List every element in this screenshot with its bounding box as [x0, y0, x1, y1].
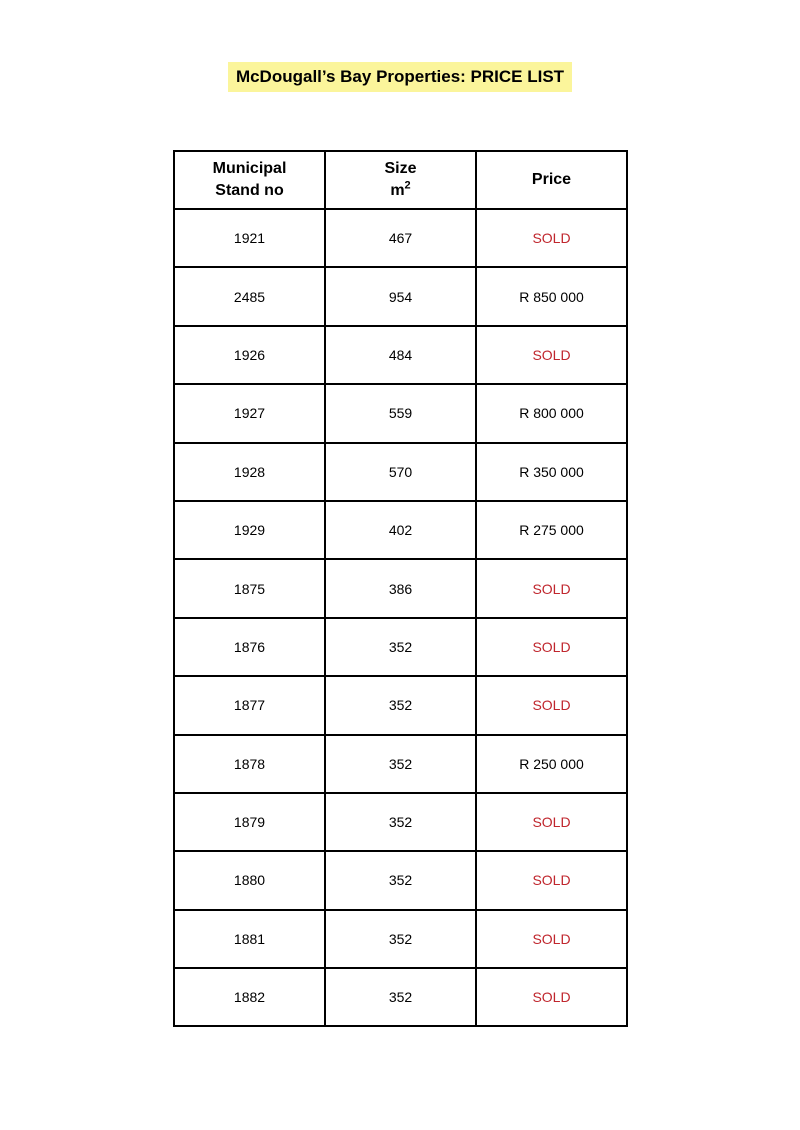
header-stand-line1: Municipal: [212, 160, 287, 177]
cell-size: 352: [325, 793, 476, 851]
cell-size: 352: [325, 968, 476, 1026]
cell-size: 484: [325, 326, 476, 384]
cell-price: R 350 000: [476, 443, 627, 501]
header-size-unit-sup: 2: [404, 179, 411, 192]
cell-size: 352: [325, 618, 476, 676]
header-row: [174, 151, 627, 209]
table-header: [174, 151, 627, 209]
cell-price: SOLD: [476, 618, 627, 676]
cell-stand: 1875: [174, 559, 325, 617]
page-title: McDougall’s Bay Properties: PRICE LIST: [228, 62, 572, 92]
cell-stand: 1879: [174, 793, 325, 851]
table-row: [174, 618, 627, 676]
table-row: [174, 735, 627, 793]
table-row: [174, 501, 627, 559]
header-price-label: Price: [531, 171, 572, 188]
table-row: [174, 910, 627, 968]
cell-price: SOLD: [476, 559, 627, 617]
cell-stand: 2485: [174, 267, 325, 325]
cell-price: R 800 000: [476, 384, 627, 442]
cell-size: 352: [325, 851, 476, 909]
cell-size: 402: [325, 501, 476, 559]
cell-price: R 850 000: [476, 267, 627, 325]
cell-stand: 1927: [174, 384, 325, 442]
header-stand-line2: Stand no: [215, 182, 284, 199]
cell-price: SOLD: [476, 851, 627, 909]
table-row: [174, 793, 627, 851]
cell-price: SOLD: [476, 676, 627, 734]
table-row: [174, 326, 627, 384]
cell-stand: 1926: [174, 326, 325, 384]
cell-price: R 275 000: [476, 501, 627, 559]
cell-stand: 1928: [174, 443, 325, 501]
table-row: [174, 209, 627, 267]
price-table: [173, 150, 628, 1027]
header-price: [476, 151, 627, 209]
cell-price: SOLD: [476, 793, 627, 851]
cell-price: SOLD: [476, 209, 627, 267]
table-row: [174, 443, 627, 501]
table-row: [174, 968, 627, 1026]
cell-stand: 1878: [174, 735, 325, 793]
cell-size: 570: [325, 443, 476, 501]
cell-stand: 1877: [174, 676, 325, 734]
cell-size: 467: [325, 209, 476, 267]
cell-size: 386: [325, 559, 476, 617]
cell-price: SOLD: [476, 910, 627, 968]
cell-size: 559: [325, 384, 476, 442]
cell-price: SOLD: [476, 326, 627, 384]
cell-size: 352: [325, 735, 476, 793]
header-size: [325, 151, 476, 209]
cell-stand: 1882: [174, 968, 325, 1026]
title-container: [0, 62, 800, 92]
cell-size: 954: [325, 267, 476, 325]
cell-size: 352: [325, 676, 476, 734]
header-stand-no: [174, 151, 325, 209]
cell-stand: 1929: [174, 501, 325, 559]
header-size-line1: Size: [384, 160, 417, 177]
cell-stand: 1876: [174, 618, 325, 676]
cell-stand: 1921: [174, 209, 325, 267]
table-row: [174, 384, 627, 442]
cell-price: SOLD: [476, 968, 627, 1026]
cell-stand: 1880: [174, 851, 325, 909]
header-size-unit: m: [390, 182, 405, 199]
table-row: [174, 267, 627, 325]
cell-size: 352: [325, 910, 476, 968]
cell-stand: 1881: [174, 910, 325, 968]
cell-price: R 250 000: [476, 735, 627, 793]
table-row: [174, 676, 627, 734]
table-body: [174, 209, 627, 1026]
table-row: [174, 559, 627, 617]
table-row: [174, 851, 627, 909]
